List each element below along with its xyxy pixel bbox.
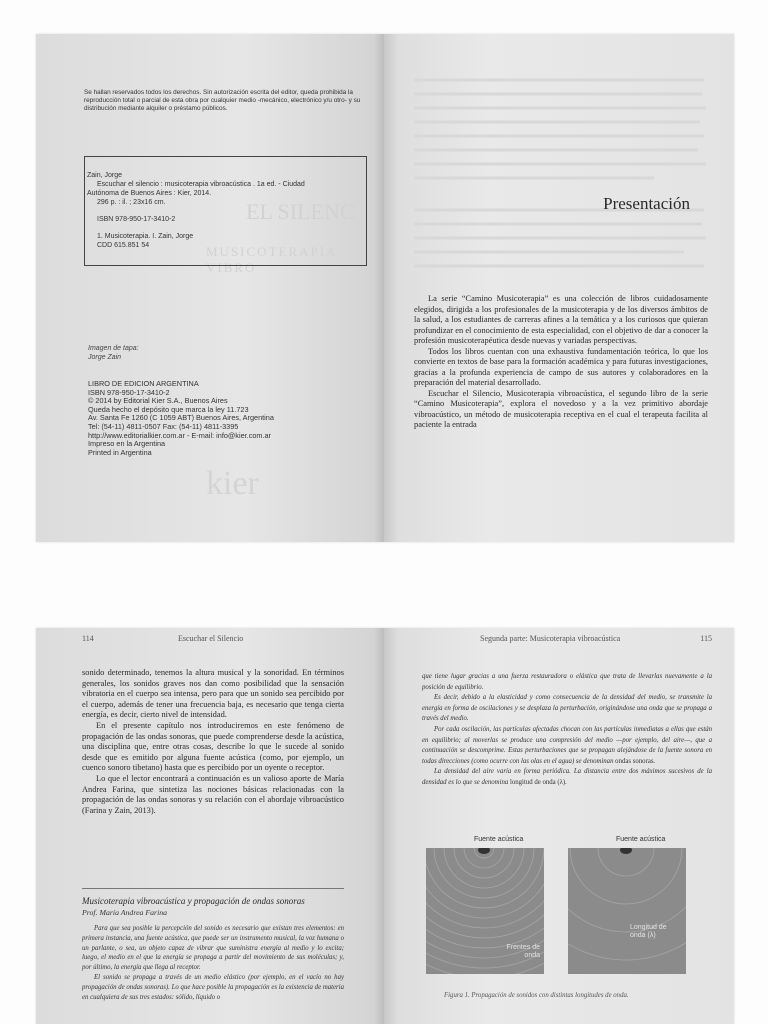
catalog-line: ISBN 978-950-17-3410-2	[97, 216, 176, 223]
image-credit-name: Jorge Zain	[88, 354, 122, 361]
catalog-line: 296 p. : il. ; 23x16 cm.	[97, 199, 166, 206]
figure-caption: Figura 1. Propagación de sonidos con distintas longitudes de onda.	[444, 992, 629, 999]
copyright-page	[36, 34, 384, 542]
paragraph: En el presente capítulo nos introduciremos en este fenómeno de propagación de las ondas sonoras, que puede comprenderse desde la acústica, una disciplina que, entre otras cosas, describe lo que le sucede al sonido desde que es emitido por alguna fuente acústica (como, por ejemplo, un cuenco sonoro tibetano) hasta que es percibido por un oyente o receptor.	[82, 720, 344, 773]
top-spread	[36, 34, 734, 542]
bottom-spread	[36, 628, 734, 1024]
edition-line: Printed in Argentina	[88, 447, 152, 457]
edition-line: http://www.editorialkier.com.ar - E-mail: info@kier.com.ar	[88, 430, 271, 440]
section-body	[82, 924, 344, 1002]
catalog-line: Escuchar el silencio : musicoterapia vibroacústica . 1a ed. - Ciudad	[97, 181, 305, 188]
section-author: Prof. María Andrea Farina	[82, 908, 168, 917]
figure-inner-label: Frentes de onda	[506, 944, 540, 959]
figure-label-left: Fuente acústica	[474, 836, 524, 843]
paragraph: Para que sea posible la percepción del sonido es necesario que existan tres elementos: en primera instancia, una fuente acústica, que puede ser un instrumento musical, la voz humana o un parlante, o sea, un objeto capaz de vibrar que suministra energía al medio y lo excita; luego, el medio en el que la energía se propaga a partir del movimiento de sus moléculas; y, por último, la energía que llega al receptor.	[82, 925, 344, 972]
paragraph: El sonido se propaga a través de un medio elástico (por ejemplo, en el vacío no hay propagación de ondas sonoras). Lo que hace posible la propagación es la existencia de materia en cualquiera de sus tres estados: sólido, líquido o	[82, 973, 344, 1001]
page-number: 115	[700, 634, 712, 643]
show-through-text: EL SILENC	[246, 199, 355, 224]
paragraph: Escuchar el Silencio, Musicoterapia vibroacústica, el segundo libro de la serie “Camino Musicoterapia”, explora el novedoso y a la vez primitivo abordaje vibroacústico, un método de musicoterapia receptiva en el cual el terapeuta facilita al paciente la entrada	[414, 388, 708, 429]
cover-image-credit	[88, 344, 139, 362]
show-through-lines	[414, 74, 708, 274]
edition-line: ISBN 978-950-17-3410-2	[88, 387, 170, 397]
running-head: Segunda parte: Musicoterapia vibroacústica	[480, 634, 621, 643]
catalog-line: 1. Musicoterapia. I. Zain, Jorge	[97, 233, 194, 240]
edition-line: Queda hecho el depósito que marca la ley 11.723	[88, 404, 249, 414]
edition-info	[88, 380, 274, 457]
book-page-114	[36, 628, 384, 1024]
paragraph: La densidad del aire varía en forma periódica. La distancia entre dos máximos sucesivos de la densidad es lo que se denomina longitud de onda (λ).	[422, 768, 712, 786]
edition-line: Av. Santa Fe 1260 (C 1059 ABT) Buenos Aires, Argentina	[88, 413, 274, 423]
edition-line: © 2014 by Editorial Kier S.A., Buenos Aires	[88, 396, 228, 406]
page-number: 114	[82, 634, 94, 643]
figure-inner-label: Longitud de onda (λ)	[630, 924, 667, 939]
paragraph: La serie “Camino Musicoterapia” es una colección de libros cuidadosamente elegidos, dirigida a los profesionales de la musicoterapia y de los diversos ámbitos de la salud, a los estudiantes de carreras afines a la temática y a los curiosos que quieran profundizar en el conocimiento de esta especialidad, con el objetivo de dar a conocer la profesión musicoterapéutica desde nuevas y variadas perspectivas.	[414, 294, 708, 345]
figure-panel-long-wavelength	[568, 848, 686, 974]
edition-line: Tel: (54-11) 4811-0507 Fax: (54-11) 4811-3395	[88, 421, 239, 431]
catalog-line: Zain, Jorge	[87, 172, 123, 179]
paragraph: Lo que el lector encontrará a continuación es un valioso aporte de María Andrea Farina, que sintetiza las nociones básicas relacionadas con la propagación de las ondas sonoras y su relación con el abordaje vibroacústico (Farina y Zain, 2013).	[82, 773, 344, 815]
paragraph: Por cada oscilación, las partículas afectadas chocan con las partículas inmediatas a ellas que están en equilibrio; al moverlas se produce una compresión del medio —por ejemplo, del aire—, que a continuación se descomprime. Estas perturbaciones que se propagan alejándose de la fuente sonora en todas direcciones (como ocurre con las olas en el agua) se denominan ondas sonoras.	[422, 725, 712, 765]
paragraph: Todos los libros cuentan con una exhaustiva fundamentación teórica, lo que los convierte en textos de base para la formación académica y para futuras investigaciones, gracias a la profunda experiencia de campo de sus autores y colaboradores en la preparación del material desarrollado.	[414, 346, 708, 387]
running-head: Escuchar el Silencio	[178, 634, 244, 643]
svg-text:kier: kier	[206, 465, 259, 502]
show-through-logo	[186, 454, 336, 514]
edition-line: Impreso en la Argentina	[88, 439, 166, 449]
show-through-text: MUSICOTERAPIA VIBRO	[206, 244, 337, 275]
paragraph: Es decir, debido a la elasticidad y como consecuencia de la densidad del medio, se transmite la energía en forma de oscilaciones y se desplaza la perturbación, originándose una onda que se propaga a través del medio.	[422, 694, 712, 723]
image-credit-label: Imagen de tapa:	[88, 345, 139, 352]
rights-notice: Se hallan reservados todos los derechos. Sin autorización escrita del editor, queda prohibida la reproducción total o parcial de esta obra por cualquier medio -mecánico, electrónico y/u otro- y su distribución mediante alquiler o préstamo públicos.	[84, 89, 361, 112]
catalog-card	[84, 156, 367, 266]
catalog-line: Autónoma de Buenos Aires : Kier, 2014.	[87, 190, 212, 197]
presentation-page	[384, 34, 734, 542]
catalog-line: CDD 615.851 54	[97, 242, 150, 249]
section-title: Musicoterapia vibroacústica y propagación de ondas sonoras	[82, 896, 305, 906]
book-page-115	[384, 628, 734, 1024]
page-title: Presentación	[603, 194, 690, 213]
figure-label-right: Fuente acústica	[616, 836, 666, 843]
edition-line: LIBRO DE EDICION ARGENTINA	[88, 379, 199, 388]
paragraph: que tiene lugar gracias a una fuerza restauradora o elástica que trata de llevarlas nuevamente a la posición de equilibrio.	[422, 673, 712, 691]
page-body	[422, 672, 712, 789]
figure-panel-short-wavelength	[426, 848, 544, 974]
page-body	[82, 668, 344, 816]
section-divider	[82, 888, 344, 889]
paragraph: sonido determinado, tenemos la altura musical y la sonoridad. En términos generales, los sonidos graves nos dan como posibilidad que la sensación vibratoria en el cuerpo sea intensa, pero para que un sonido sea percibido por el cuerpo, además de tener una frecuencia baja, es necesario que tenga cierta energía, es decir, cierto nivel de intensidad.	[82, 668, 344, 720]
presentation-body	[414, 294, 708, 431]
